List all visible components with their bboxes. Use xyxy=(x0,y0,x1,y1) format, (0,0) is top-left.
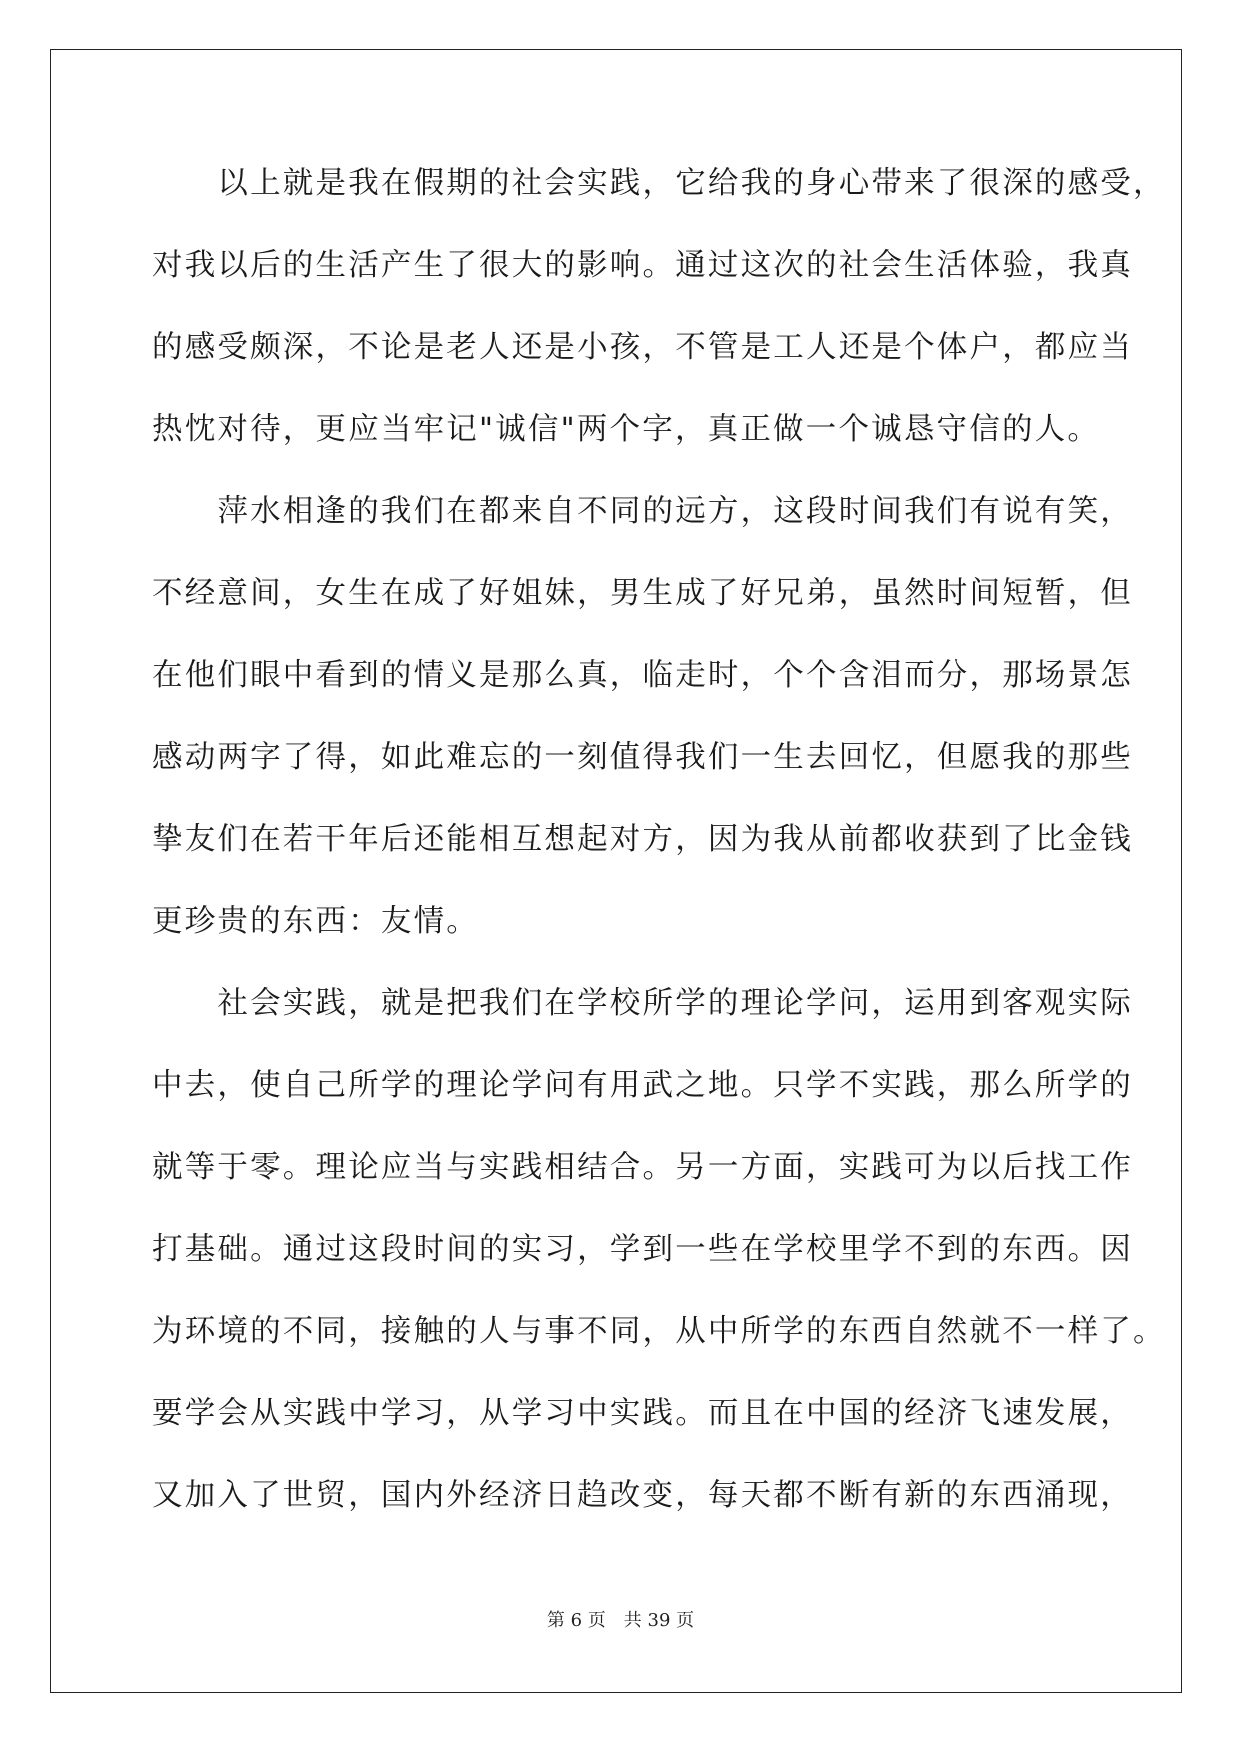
document-body xyxy=(152,159,1166,1553)
text-line: 就等于零。理论应当与实践相结合。另一方面，实践可为以后找工作 xyxy=(152,1150,1133,1185)
text-line: 在他们眼中看到的情义是那么真，临走时，个个含泪而分，那场景怎 xyxy=(152,658,1133,693)
text-line: 热忱对待，更应当牢记"诚信"两个字，真正做一个诚恳守信的人。 xyxy=(152,412,1101,447)
text-line: 中去，使自己所学的理论学问有用武之地。只学不实践，那么所学的 xyxy=(152,1068,1133,1103)
text-line: 对我以后的生活产生了很大的影响。通过这次的社会生活体验，我真 xyxy=(152,248,1133,283)
text-line: 萍水相逢的我们在都来自不同的远方，这段时间我们有说有笑， xyxy=(152,494,1133,529)
text-line: 更珍贵的东西：友情。 xyxy=(152,904,479,939)
text-line: 打基础。通过这段时间的实习，学到一些在学校里学不到的东西。因 xyxy=(152,1232,1133,1267)
text-line: 要学会从实践中学习，从学习中实践。而且在中国的经济飞速发展， xyxy=(152,1396,1133,1431)
page-number-footer: 第 6 页 共 39 页 xyxy=(546,1610,695,1631)
text-line: 为环境的不同，接触的人与事不同，从中所学的东西自然就不一样了。 xyxy=(152,1314,1166,1349)
text-line: 感动两字了得，如此难忘的一刻值得我们一生去回忆，但愿我的那些 xyxy=(152,740,1133,775)
text-line: 不经意间，女生在成了好姐妹，男生成了好兄弟，虽然时间短暂，但 xyxy=(152,576,1133,611)
text-line: 又加入了世贸，国内外经济日趋改变，每天都不断有新的东西涌现， xyxy=(152,1478,1133,1513)
text-line: 的感受颇深，不论是老人还是小孩，不管是工人还是个体户，都应当 xyxy=(152,330,1133,365)
text-line: 以上就是我在假期的社会实践，它给我的身心带来了很深的感受， xyxy=(152,166,1166,201)
text-line: 挚友们在若干年后还能相互想起对方，因为我从前都收获到了比金钱 xyxy=(152,822,1133,857)
text-line: 社会实践，就是把我们在学校所学的理论学问，运用到客观实际 xyxy=(152,986,1133,1021)
